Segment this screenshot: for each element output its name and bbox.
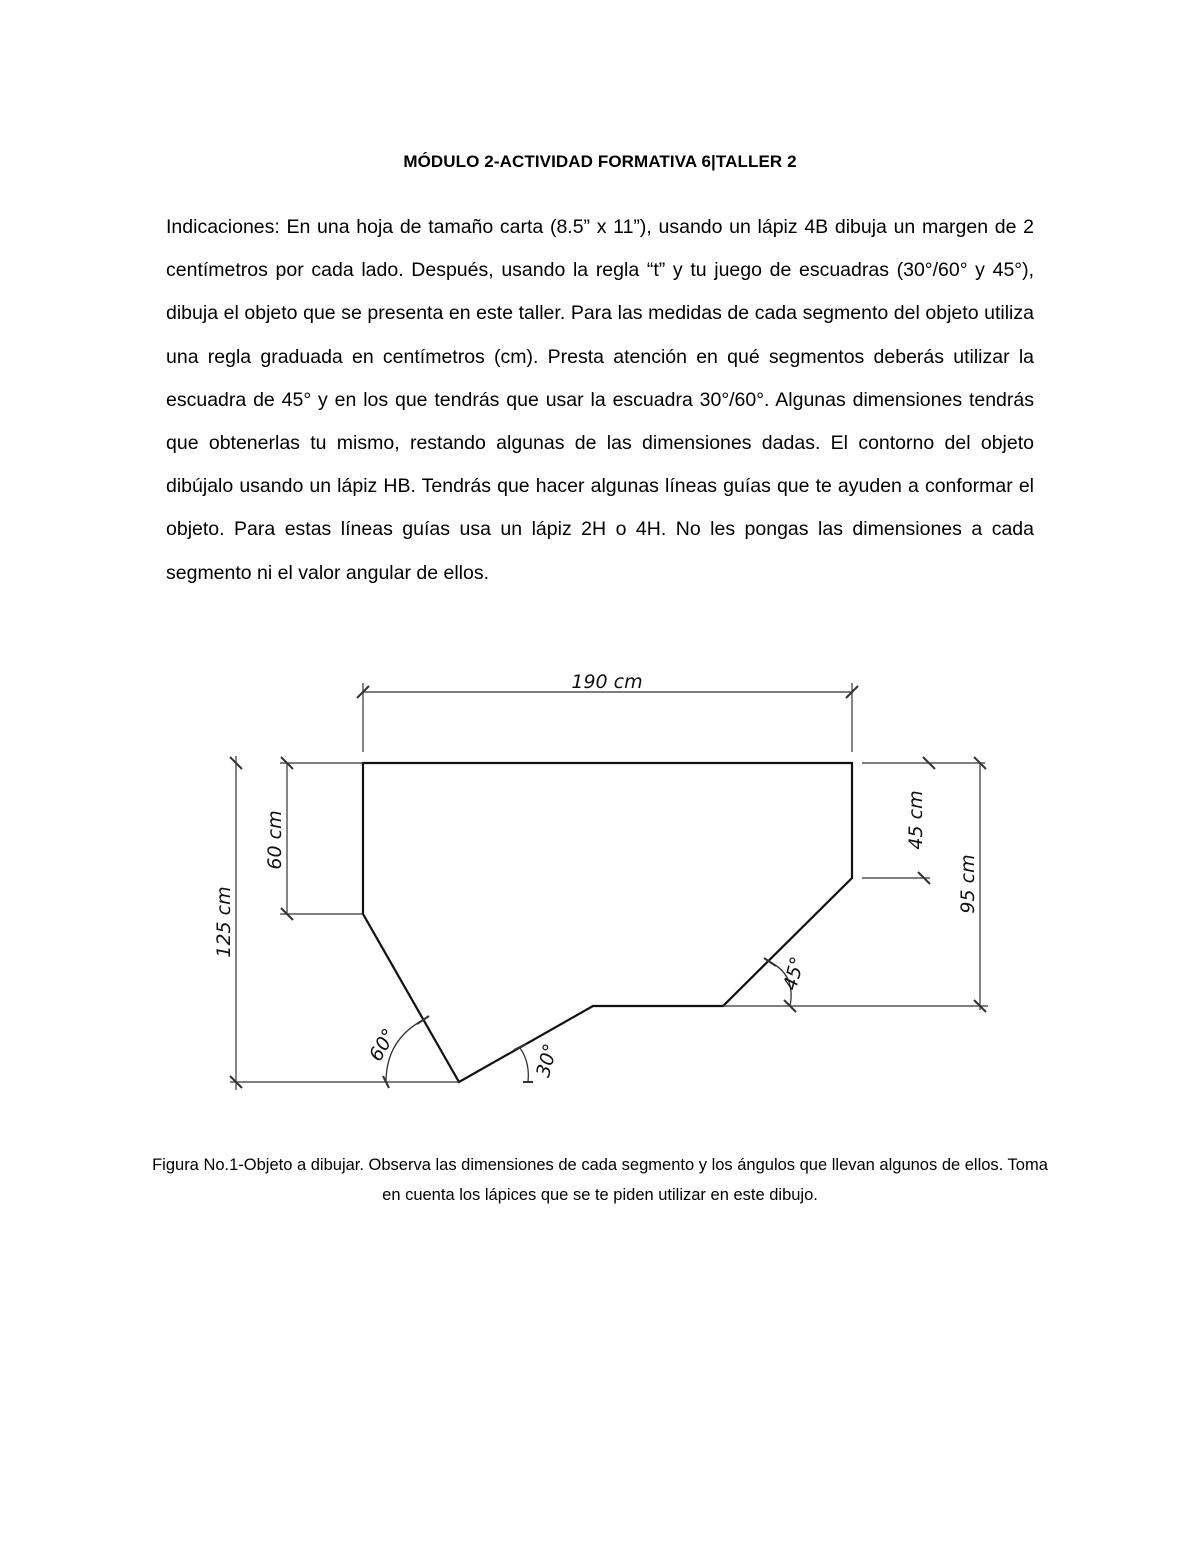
- dimension-top: [357, 683, 858, 752]
- dimension-left-upper: [280, 757, 363, 920]
- instructions-paragraph: Indicaciones: En una hoja de tamaño carta (8.5” x 11”), usando un lápiz 4B dibuja un margen de 2 centímetros por cada lado. Después, usando la regla “t” y tu juego de escuadras (30°/60° y 45°), dibuja el objeto que se presenta en este taller. Para las medidas de cada segmento del objeto utiliza una regla graduada en centímetros (cm). Presta atención en qué segmentos deberás utilizar la escuadra de 45° y en los que tendrás que usar la escuadra 30°/60°. Algunas dimensiones tendrás que obtenerlas tu mismo, restando algunas de las dimensiones dadas. El contorno del objeto dibújalo usando un lápiz HB. Tendrás que hacer algunas líneas guías que te ayuden a conformar el objeto. Para estas líneas guías usa un lápiz 2H o 4H. No les pongas las dimensiones a cada segmento ni el valor angular de ellos.: [166, 216, 1034, 584]
- figure-caption: Figura No.1-Objeto a dibujar. Observa las dimensiones de cada segmento y los ángulos que llevan algunos de ellos. Toma en cuenta los lápices que se te piden utilizar en este dibujo.: [152, 1156, 1048, 1204]
- object-drawing: [200, 660, 1000, 1110]
- dimension-right-upper-label: 45 cm: [905, 790, 927, 850]
- dimension-top-label: 190 cm: [571, 671, 643, 693]
- angle-bottom-label: 30°: [532, 1041, 563, 1080]
- angle-left-label: 60°: [364, 1024, 401, 1066]
- dimension-left-total: [230, 756, 459, 1090]
- dimension-left-upper-label: 60 cm: [264, 810, 286, 870]
- page-title: MÓDULO 2-ACTIVIDAD FORMATIVA 6|TALLER 2: [403, 152, 797, 171]
- dimension-right-total: [723, 757, 988, 1012]
- dimension-right-total-label: 95 cm: [957, 854, 979, 914]
- angle-right-label: 45°: [779, 954, 810, 993]
- object-outline: [363, 763, 852, 1082]
- dimension-left-total-label: 125 cm: [213, 886, 235, 958]
